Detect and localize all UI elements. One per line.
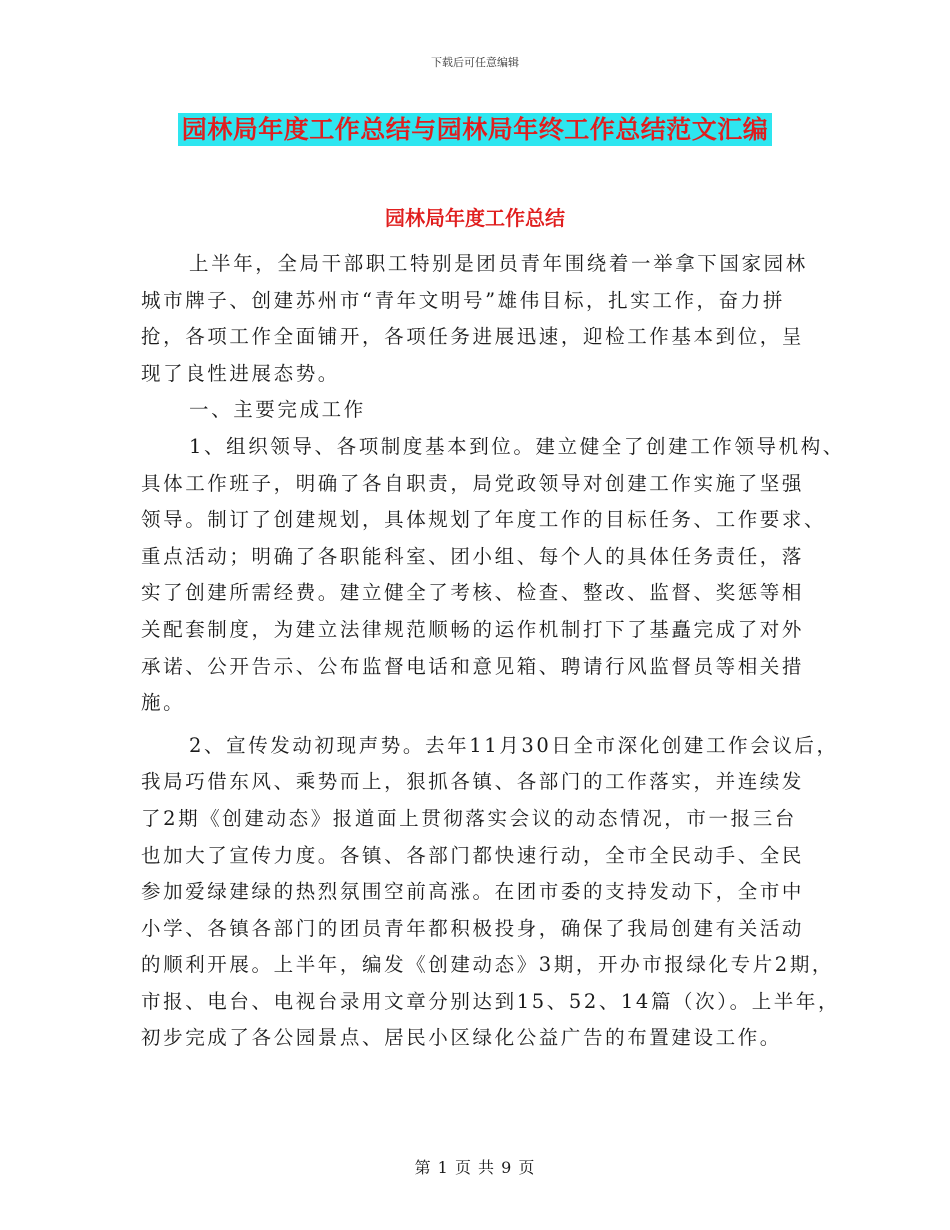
text-line: 现了良性进展态势。 xyxy=(141,361,340,385)
text-line: 初步完成了各公园景点、居民小区绿化公益广告的布置建设工作。 xyxy=(141,1026,782,1050)
section-title: 园林局年度工作总结 xyxy=(385,206,565,230)
text-line: 的顺利开展。上半年，编发《创建动态》3期，开办市报绿化专片2期， xyxy=(141,953,835,977)
text-line: 参加爱绿建绿的热烈氛围空前高涨。在团市委的支持发动下，全市中 xyxy=(141,880,805,904)
text-line: 也加大了宣传力度。各镇、各部门都快速行动，全市全民动手、全民 xyxy=(141,843,805,867)
document-title-text: 园林局年度工作总结与园林局年终工作总结范文汇编 xyxy=(178,113,773,146)
paragraph xyxy=(141,429,845,722)
text-line: 承诺、公开告示、公布监督电话和意见箱、聘请行风监督员等相关措 xyxy=(141,654,805,678)
text-line: 我局巧借东风、乘势而上，狠抓各镇、各部门的工作落实，并连续发 xyxy=(141,770,805,794)
page-footer: 第 1 页 共 9 页 xyxy=(414,1158,536,1177)
text-line: 重点活动；明确了各职能科室、团小组、每个人的具体任务责任，落 xyxy=(141,544,805,568)
text-line: 城市牌子、创建苏州市“青年文明号”雄伟目标，扎实工作，奋力拼 xyxy=(141,288,785,312)
text-line: 关配套制度，为建立法律规范顺畅的运作机制打下了基矗完成了对外 xyxy=(141,617,805,641)
header-note: 下载后可任意编辑 xyxy=(431,56,519,69)
text-line: 小学、各镇各部门的团员青年都积极投身，确保了我局创建有关活动 xyxy=(141,916,805,940)
text-line: 施。 xyxy=(141,691,186,715)
paragraph xyxy=(141,392,831,429)
text-line: 1、组织领导、各项制度基本到位。建立健全了创建工作领导机构、 xyxy=(189,434,845,458)
text-line: 抢，各项工作全面铺开，各项任务进展迅速，迎检工作基本到位，呈 xyxy=(141,325,805,349)
text-line: 具体工作班子，明确了各自职责，局党政领导对创建工作实施了坚强 xyxy=(141,471,805,495)
text-line: 领导。制订了创建规划，具体规划了年度工作的目标任务、工作要求、 xyxy=(141,508,827,532)
text-line: 实了创建所需经费。建立健全了考核、检查、整改、监督、奖惩等相 xyxy=(141,581,805,605)
text-line: 市报、电台、电视台录用文章分别达到15、52、14篇（次）。上半年， xyxy=(141,989,841,1013)
text-line: 2、宣传发动初现声势。去年11月30日全市深化创建工作会议后， xyxy=(189,733,839,757)
text-line: 上半年，全局干部职工特别是团员青年围绕着一举拿下国家园林 xyxy=(189,252,808,275)
document-title xyxy=(0,110,950,146)
subheading-line: 一、主要完成工作 xyxy=(189,398,366,422)
text-line: 了2期《创建动态》报道面上贯彻落实会议的动态情况，市一报三台 xyxy=(141,806,797,830)
paragraph xyxy=(141,728,841,1057)
body-text xyxy=(141,246,845,1057)
paragraph xyxy=(141,246,831,392)
